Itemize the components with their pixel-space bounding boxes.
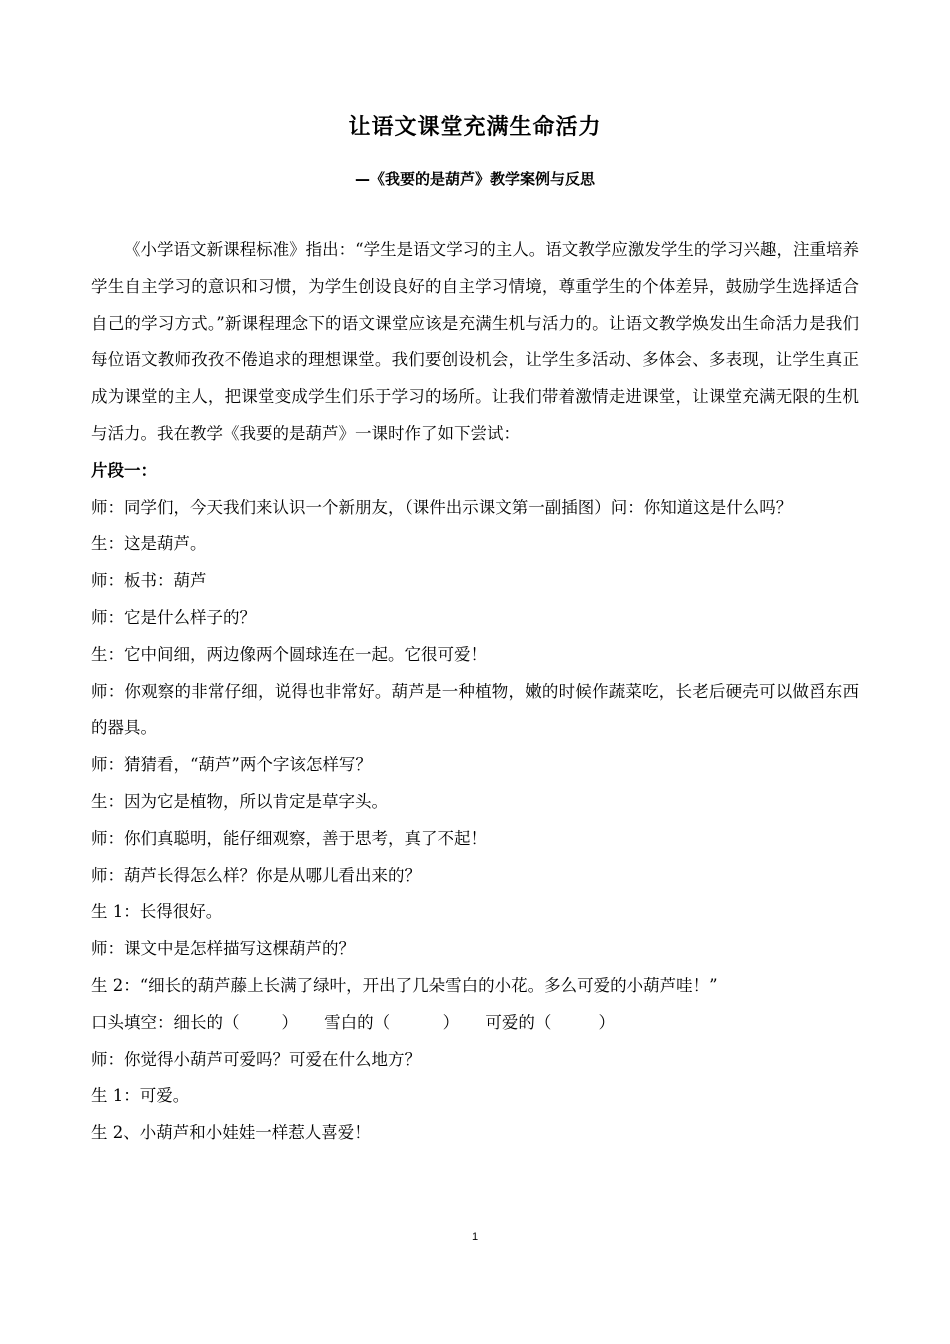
fill-in-blank-line: 口头填空：细长的（ ） 雪白的（ ） 可爱的（ ） [91, 1012, 616, 1032]
dialogue-line: 生 2：“细长的葫芦藤上长满了绿叶，开出了几朵雪白的小花。多么可爱的小葫芦哇！” [91, 975, 718, 995]
dialogue-line: 师：你们真聪明，能仔细观察，善于思考，真了不起！ [91, 828, 487, 848]
dialogue-line: 生 1：长得很好。 [91, 902, 223, 922]
dialogue-line: 师：课文中是怎样描写这棵葫芦的？ [91, 939, 355, 959]
dialogue-line: 师：猜猜看，“葫芦”两个字该怎样写？ [91, 755, 372, 775]
dialogue-line: 师：它是什么样子的？ [91, 607, 256, 627]
dialogue-line: 师：你觉得小葫芦可爱吗？可爱在什么地方？ [91, 1049, 421, 1069]
dialogue-line: 生 2、小葫芦和小娃娃一样惹人喜爱！ [91, 1123, 371, 1143]
dialogue-line: 师：葫芦长得怎么样？你是从哪儿看出来的？ [91, 865, 421, 885]
dialogue-line: 师：同学们，今天我们来认识一个新朋友，（课件出示课文第一副插图）问：你知道这是什么吗？ [91, 497, 793, 517]
dialogue-line: 师：你观察的非常仔细，说得也非常好。葫芦是一种植物，嫩的时候作蔬菜吃，长老后硬壳可以做舀东西的器具。 [91, 681, 859, 738]
section-heading: 片段一： [91, 460, 157, 480]
document-subtitle: —《我要的是葫芦》教学案例与反思 [354, 170, 595, 188]
document-body [91, 232, 859, 1152]
intro-paragraph: 《小学语文新课程标准》指出：“学生是语文学习的主人。语文教学应激发学生的学习兴趣，注重培养学生自主学习的意识和习惯，为学生创设良好的自主学习情境，尊重学生的个体差异，鼓励学生选择适合自己的学习方式。”新课程理念下的语文课堂应该是充满生机与活力的。让语文教学焕发出生命活力是我们每位语文教师孜孜不倦追求的理想课堂。我们要创设机会，让学生多活动、多体会、多表现，让学生真正成为课堂的主人，把课堂变成学生们乐于学习的场所。让我们带着激情走进课堂，让课堂充满无限的生机与活力。我在教学《我要的是葫芦》一课时作了如下尝试： [91, 240, 859, 443]
dialogue-line: 生 1：可爱。 [91, 1086, 190, 1106]
dialogue-line: 生：它中间细，两边像两个圆球连在一起。它很可爱！ [91, 644, 487, 664]
dialogue-line: 生：因为它是植物，所以肯定是草字头。 [91, 791, 388, 811]
dialogue-line: 师：板书：葫芦 [91, 571, 207, 591]
dialogue-line: 生：这是葫芦。 [91, 534, 207, 554]
document-title: 让语文课堂充满生命活力 [348, 115, 602, 140]
page-number: 1 [471, 1231, 479, 1243]
